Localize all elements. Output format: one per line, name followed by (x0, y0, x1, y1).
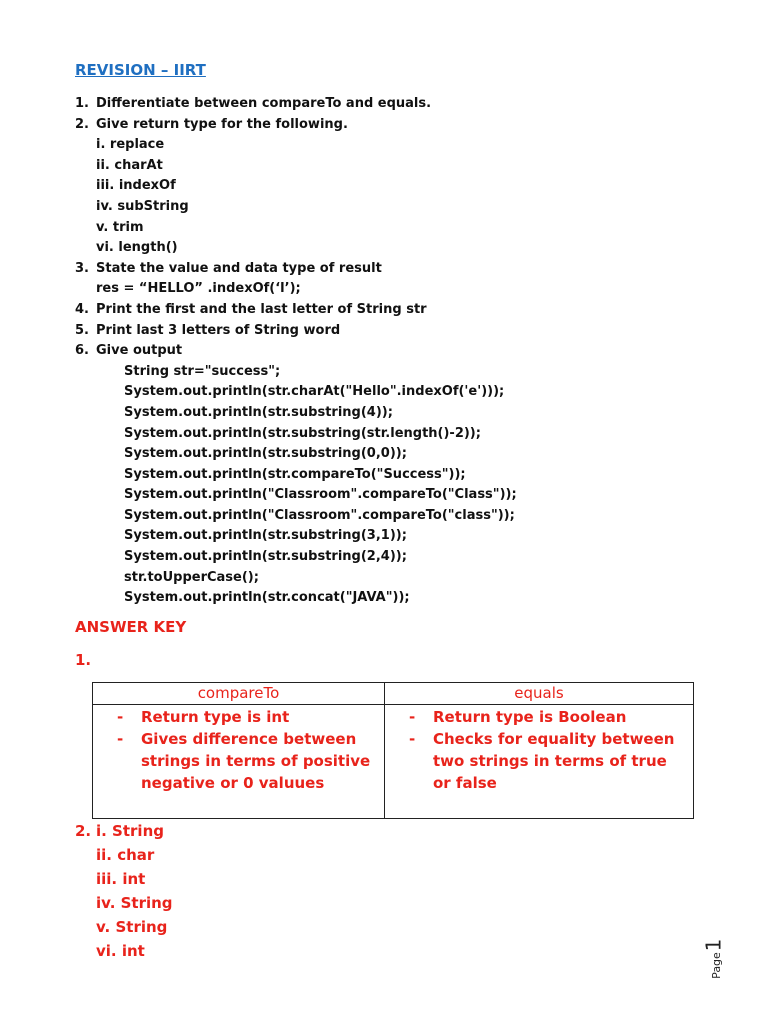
answer-item: iv. String (96, 894, 173, 912)
sub-item: i. replace (96, 137, 165, 153)
sub-item: iv. subString (96, 198, 189, 214)
code-line: System.out.println(str.substring(4)); (124, 404, 393, 420)
answer-key-heading: ANSWER KEY (75, 618, 187, 636)
question-item: 4. Print the first and the last letter of String str (75, 301, 427, 317)
list-item: - Return type is int (117, 706, 374, 728)
list-item: - Checks for equality between two strings in terms of true or false (409, 728, 683, 794)
code-line: System.out.println("Classroom".compareTo("class")); (124, 507, 515, 523)
page-label-text: Page (709, 952, 723, 979)
answer-item: iii. int (96, 870, 146, 888)
code-line: System.out.println(str.concat("JAVA")); (124, 590, 410, 606)
question-item: 5. Print last 3 letters of String word (75, 322, 341, 338)
answer-item: vi. int (96, 942, 145, 960)
code-line: str.toUpperCase(); (124, 569, 259, 585)
code-line: System.out.println(str.substring(str.length()-2)); (124, 425, 481, 441)
sub-item: res = “HELLO” .indexOf(‘l’); (96, 281, 301, 297)
equals-cell (385, 705, 694, 819)
code-line: String str="success"; (124, 363, 281, 379)
page-title: REVISION – IIRT (75, 61, 206, 79)
question-item: 1. Differentiate between compareTo and equals. (75, 96, 432, 111)
list-item: - Gives difference between strings in terms of positive negative or 0 valuues (117, 728, 374, 794)
page-number (701, 935, 727, 979)
sub-item: ii. charAt (96, 157, 163, 173)
sub-item: vi. length() (96, 240, 178, 256)
sub-item: v. trim (96, 219, 144, 235)
comparison-table (92, 682, 694, 819)
page-number-value: 1 (701, 938, 726, 952)
answer-item: v. String (96, 918, 168, 936)
question-item: 6. Give output (75, 343, 183, 359)
compareto-cell (93, 705, 385, 819)
answer-item: 2. i. String (75, 822, 164, 840)
question-item: 2. Give return type for the following. (75, 116, 348, 132)
table-row (93, 705, 694, 819)
table-header-row (93, 683, 694, 705)
sub-item: iii. indexOf (96, 178, 176, 194)
code-line: System.out.println(str.substring(3,1)); (124, 528, 407, 544)
code-line: System.out.println(str.substring(0,0)); (124, 446, 407, 462)
question-list (75, 94, 715, 609)
code-line: System.out.println(str.compareTo("Success")); (124, 466, 466, 482)
list-item: - Return type is Boolean (409, 706, 683, 728)
code-line: System.out.println("Classroom".compareTo("Class")); (124, 487, 517, 503)
answer-1-number: 1. (75, 651, 92, 669)
question-item: 3. State the value and data type of result (75, 260, 382, 276)
code-line: System.out.println(str.substring(2,4)); (124, 549, 407, 565)
code-line: System.out.println(str.charAt("Hello".indexOf('e'))); (124, 384, 505, 400)
col-header-equals: equals (385, 683, 694, 705)
answer-item: ii. char (96, 846, 155, 864)
answer-2 (75, 819, 173, 963)
col-header-compareto: compareTo (93, 683, 385, 705)
